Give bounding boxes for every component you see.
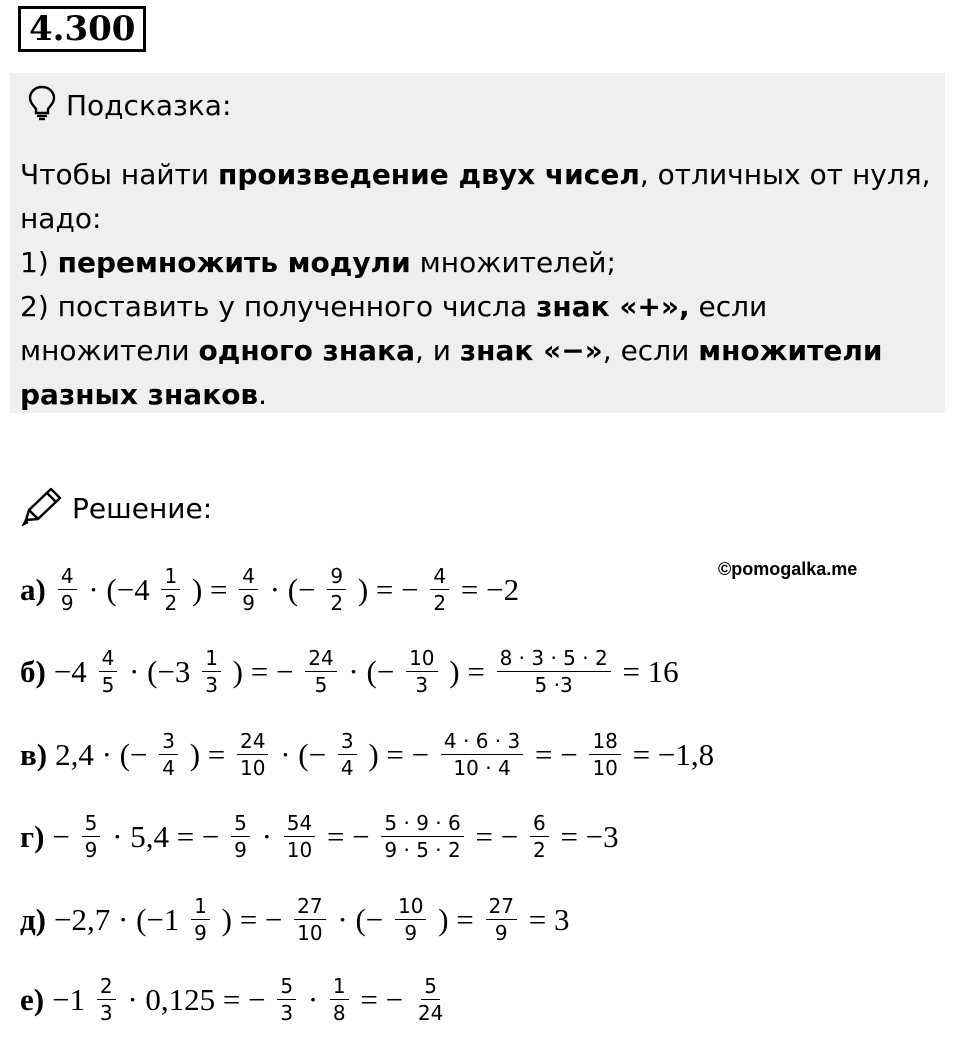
numerator: 5 — [231, 810, 250, 837]
denominator: 4 — [340, 756, 354, 780]
row-label: д) — [20, 901, 47, 937]
denominator: 10 — [240, 756, 266, 780]
hint-text-segment: если множители — [20, 290, 768, 367]
hint-paragraph — [20, 153, 939, 241]
expression-text: · (−3 — [121, 653, 199, 689]
expression-text: = 3 — [520, 901, 570, 937]
solution-row — [20, 893, 569, 946]
hint-bold-text: одного знака — [198, 334, 415, 367]
expression-text: · (− — [261, 571, 324, 607]
expression-text: = − — [352, 981, 411, 1017]
fraction — [191, 893, 210, 946]
denominator: 10 · 4 — [453, 756, 511, 780]
expression-text: · — [300, 981, 326, 1017]
denominator: 10 — [297, 921, 323, 945]
expression-text: = −2 — [453, 571, 520, 607]
numerator: 10 — [395, 893, 426, 920]
fraction — [530, 810, 549, 863]
fraction — [430, 563, 449, 616]
row-label: б) — [20, 653, 46, 689]
numerator: 6 — [530, 810, 549, 837]
denominator: 5 — [101, 673, 115, 697]
solution-row — [20, 563, 519, 616]
fraction — [202, 645, 221, 698]
solution-row — [20, 810, 619, 863]
solution-row — [20, 728, 714, 781]
numerator: 3 — [338, 728, 357, 755]
expression-text: ) = − — [350, 571, 427, 607]
denominator: 8 — [332, 1001, 346, 1025]
numerator: 4 — [58, 563, 77, 590]
hint-bold-text: знак «−» — [459, 334, 603, 367]
numerator: 5 — [82, 810, 101, 837]
numerator: 24 — [305, 645, 336, 672]
fraction — [58, 563, 77, 616]
numerator: 3 — [159, 728, 178, 755]
denominator: 9 — [84, 838, 98, 862]
denominator: 9 · 5 · 2 — [384, 838, 461, 862]
denominator: 5 — [314, 673, 328, 697]
denominator: 2 — [532, 838, 546, 862]
numerator: 1 — [161, 563, 180, 590]
denominator: 10 — [286, 838, 313, 862]
watermark: ©pomogalka.me — [718, 559, 858, 579]
expression-text: ) = − — [360, 736, 437, 772]
expression-text: = − — [467, 818, 526, 854]
fraction — [330, 973, 349, 1026]
row-label: е) — [20, 981, 45, 1017]
solution-row — [20, 645, 679, 698]
expression-text: 2,4 · (− — [55, 736, 156, 772]
expression-text: ) = — [181, 736, 234, 772]
numerator: 24 — [237, 728, 268, 755]
hint-panel — [10, 73, 945, 413]
denominator: 2 — [433, 591, 447, 615]
expression-text: ) = − — [224, 653, 302, 689]
expression-text: = 16 — [614, 653, 679, 689]
numerator: 5 — [277, 973, 296, 1000]
denominator: 3 — [280, 1001, 294, 1025]
expression-text: · (−4 — [80, 571, 158, 607]
hint-text-segment: 1) — [20, 246, 58, 279]
row-label: г) — [20, 818, 45, 854]
expression-text: ) = — [441, 653, 493, 689]
fraction — [277, 973, 296, 1026]
denominator: 3 — [99, 1001, 113, 1025]
numerator: 9 — [327, 563, 346, 590]
expression-text: ) = — [430, 901, 482, 937]
denominator: 5 ·3 — [534, 673, 573, 697]
numerator: 27 — [294, 893, 325, 920]
numerator: 4 — [430, 563, 449, 590]
numerator: 54 — [284, 810, 315, 837]
expression-text: · (− — [272, 736, 334, 772]
hint-paragraph — [20, 241, 939, 285]
denominator: 3 — [205, 673, 218, 697]
denominator: 2 — [164, 591, 178, 615]
fraction — [589, 728, 620, 781]
task-number: 4.300 — [18, 6, 146, 52]
fraction — [159, 728, 178, 781]
denominator: 4 — [162, 756, 175, 780]
expression-text: −4 — [53, 653, 95, 689]
solution-title: Решение: — [72, 491, 213, 525]
expression-text: = −3 — [552, 818, 619, 854]
fraction — [97, 973, 116, 1026]
denominator: 2 — [330, 591, 344, 615]
fraction — [161, 563, 180, 616]
fraction — [239, 563, 258, 616]
hint-text-segment: . — [258, 378, 268, 411]
hint-header — [28, 85, 231, 125]
expression-text: ) = − — [213, 901, 291, 937]
solution-header — [20, 486, 212, 530]
expression-text: = − — [527, 736, 586, 772]
fraction — [284, 810, 315, 863]
expression-text: · (− — [340, 653, 403, 689]
hint-text-segment: , отличных от нуля, надо: — [20, 158, 931, 235]
denominator: 9 — [60, 591, 74, 615]
numerator: 4 — [99, 645, 118, 672]
denominator: 9 — [242, 591, 255, 615]
denominator: 9 — [194, 921, 207, 945]
numerator: 8 · 3 · 5 · 2 — [497, 645, 611, 672]
fraction — [486, 893, 517, 946]
numerator: 4 — [239, 563, 258, 590]
fraction — [406, 645, 437, 698]
hint-title: Подсказка: — [66, 88, 232, 122]
hint-bold-text: знак «+», — [536, 290, 690, 323]
row-label: а) — [20, 571, 46, 607]
hint-paragraph — [20, 285, 939, 417]
expression-text: · (− — [329, 901, 392, 937]
hint-text-segment: множителей; — [410, 246, 616, 279]
fraction — [231, 810, 250, 863]
denominator: 10 — [592, 756, 618, 780]
numerator: 1 — [330, 973, 349, 1000]
expression-text: −1 — [52, 981, 93, 1017]
fraction — [327, 563, 346, 616]
expression-text: · 5,4 = − — [104, 818, 228, 854]
fraction — [441, 728, 523, 781]
expression-text: −2,7 · (−1 — [54, 901, 188, 937]
hint-text-segment: Чтобы найти — [20, 158, 218, 191]
fraction — [305, 645, 336, 698]
solution-row — [20, 973, 450, 1026]
fraction — [497, 645, 611, 698]
hint-bold-text: множители разных знаков — [20, 334, 883, 411]
numerator: 10 — [406, 645, 437, 672]
numerator: 2 — [97, 973, 116, 1000]
fraction — [338, 728, 357, 781]
denominator: 3 — [415, 673, 429, 697]
fraction — [381, 810, 463, 863]
numerator: 18 — [589, 728, 620, 755]
hint-text-segment: , и — [414, 334, 460, 367]
numerator: 5 — [421, 973, 440, 1000]
numerator: 4 · 6 · 3 — [441, 728, 523, 755]
hint-text-segment: , если — [602, 334, 699, 367]
numerator: 1 — [202, 645, 221, 672]
denominator: 9 — [404, 921, 418, 945]
fraction — [82, 810, 101, 863]
hint-text — [20, 153, 939, 417]
denominator: 9 — [234, 838, 247, 862]
lightbulb-icon — [28, 85, 56, 125]
fraction — [415, 973, 446, 1026]
fraction — [237, 728, 268, 781]
hint-text-segment: 2) поставить у полученного числа — [20, 290, 537, 323]
numerator: 5 · 9 · 6 — [381, 810, 463, 837]
denominator: 9 — [494, 921, 508, 945]
expression-text: − — [52, 818, 78, 854]
fraction — [395, 893, 426, 946]
expression-text: = − — [319, 818, 378, 854]
row-label: в) — [20, 736, 48, 772]
pencil-icon — [20, 486, 64, 530]
denominator: 24 — [417, 1001, 444, 1025]
fraction — [99, 645, 118, 698]
expression-text: = −1,8 — [624, 736, 715, 772]
expression-text: ) = — [184, 571, 236, 607]
expression-text: · 0,125 = − — [119, 981, 274, 1017]
expression-text: · — [253, 818, 280, 854]
numerator: 27 — [486, 893, 517, 920]
numerator: 1 — [191, 893, 210, 920]
fraction — [294, 893, 325, 946]
hint-bold-text: перемножить модули — [57, 246, 411, 279]
hint-bold-text: произведение двух чисел — [217, 158, 640, 191]
